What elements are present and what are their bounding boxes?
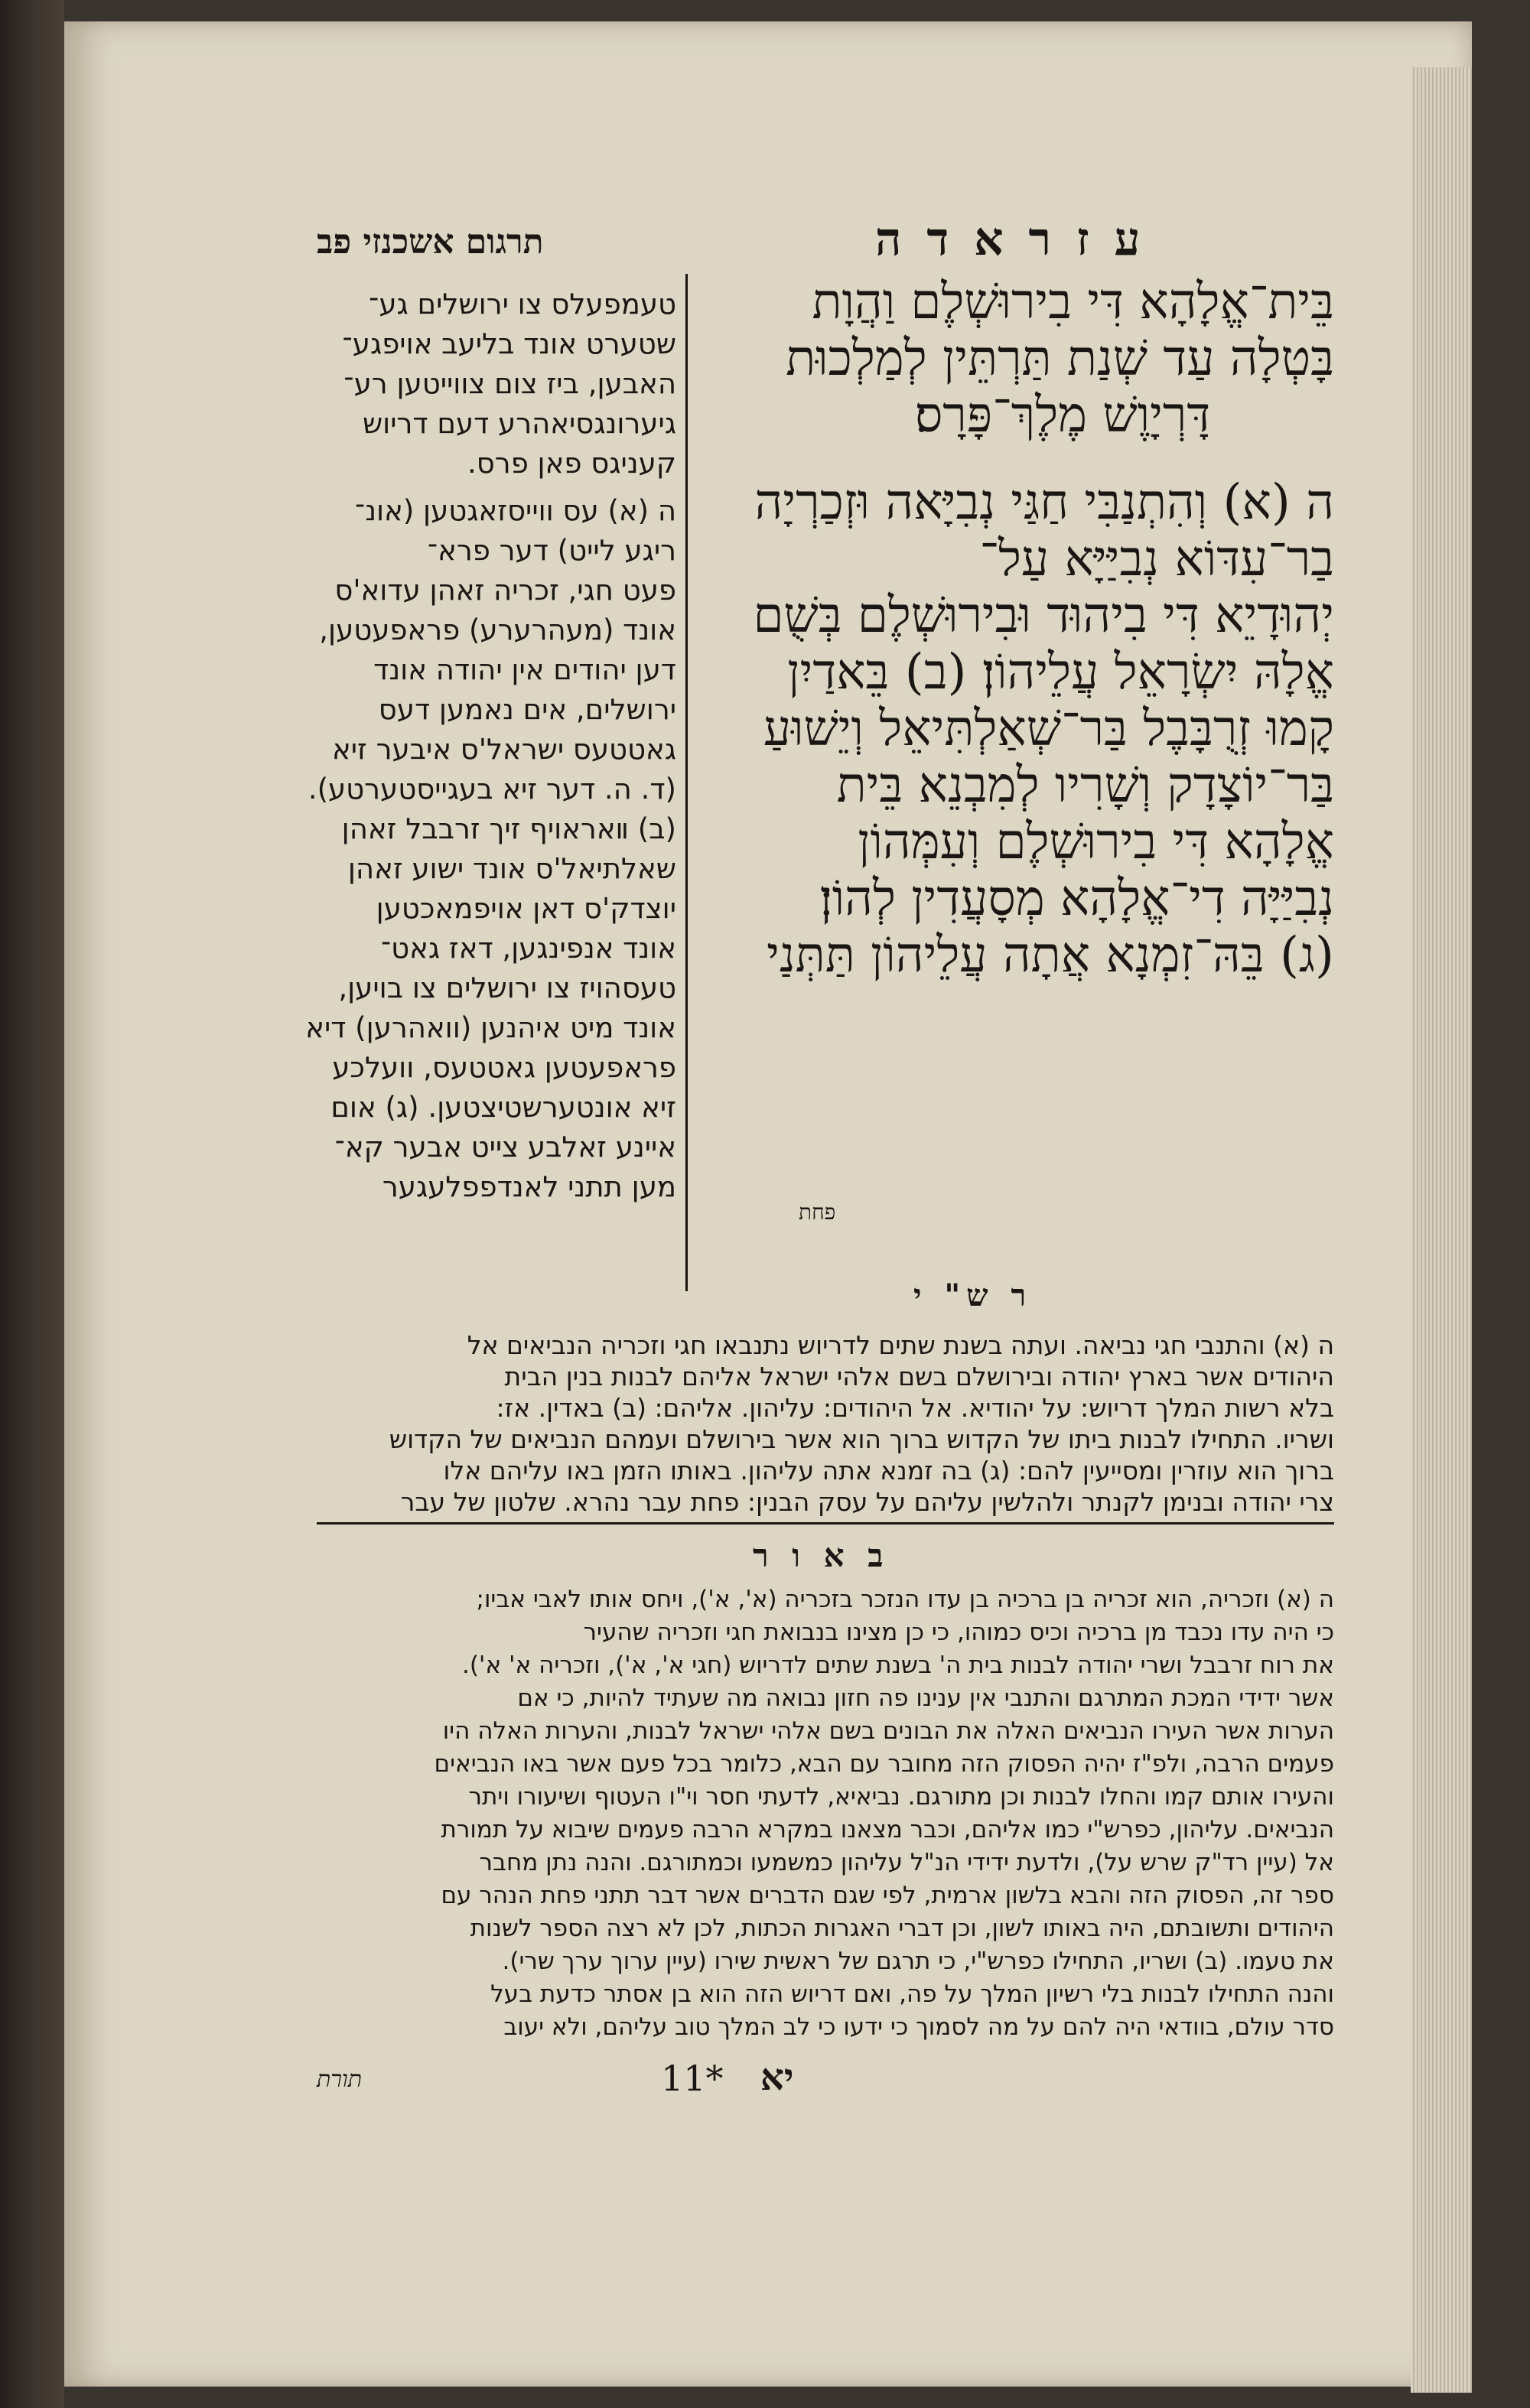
translation-header: תרגום אשכנזי פב bbox=[317, 223, 544, 262]
aramaic-line: בָּטְלָה עַד שְׁנַת תַּרְתֵּין לְמַלְכוּת bbox=[786, 330, 1334, 387]
translation-line: טעסהויז צו ירושלים צו בויען, bbox=[338, 971, 676, 1004]
translation-line: פראפעטען גאטטעס, וועלכע bbox=[332, 1051, 676, 1084]
translation-line: גאטטעס ישראל'ס איבער זיא bbox=[332, 733, 676, 766]
rashi-line: בלא רשות המלך דריוש: על יהודיא. אל היהודים: עליהון. אליהם: (ב) באדין. אז: bbox=[496, 1393, 1334, 1423]
beur-line: הנביאים. עליהון, כפרש"י כמו אליהם, וכבר מצאנו במקרא הרבה פעמים שיבוא על תמורת bbox=[441, 1816, 1334, 1843]
translation-line: מען תתני לאנדפפלעגער bbox=[382, 1170, 676, 1203]
translation-line: זיא אונטערשטיצטען. (ג) אום bbox=[330, 1091, 676, 1124]
catchword: תורת bbox=[317, 2066, 363, 2093]
aramaic-line: ה (א) וְהִתְנַבִּי חַגַּי נְבִיָּאה וּזְכַרְיָה bbox=[754, 474, 1334, 531]
aramaic-line: אֱלָהּ יִשְׂרָאֵל עֲלֵיהוֹן׃ (ב) בֵּאדַיִן bbox=[787, 644, 1334, 701]
translation-line: (ב) װאראויף זיך זרבבל זאהן bbox=[341, 812, 676, 845]
beur-line: אל (עיין רד"ק שרש על), ולדעת ידידי הנ"ל עליהון כמשמעו וכמתורגם. והנה נתן מחבר bbox=[479, 1849, 1334, 1876]
beur-line: ספר זה, הפסוק הזה והבא בלשון ארמית, לפי שגם הדברים אשר דבר תתני פחת הנהר עם bbox=[441, 1882, 1334, 1909]
aramaic-line: (ג) בֵּהּ־זִמְנָא אֲתָה עֲלֵיהוֹן תַּתְּנַי bbox=[767, 927, 1334, 984]
book-binding bbox=[0, 0, 64, 2408]
translation-line: דען יהודים אין יהודה אונד bbox=[373, 653, 676, 686]
folio-number: יא bbox=[760, 2056, 794, 2099]
beur-line: סדר עולם, בוודאי היה להם על מה לסמוך כי ידעו כי לב המלך טוב עליהם, ולא יעוב bbox=[503, 2013, 1334, 2041]
beur-commentary bbox=[309, 1583, 1334, 2044]
translation-line: ירושלים, אים נאמען דעס bbox=[378, 693, 676, 726]
rashi-line: ה (א) והתנבי חגי נביאה. ועתה בשנת שתים לדריוש נתנבאו חגי וזכריה הנביאים אל bbox=[467, 1330, 1334, 1360]
rashi-line: היהודים אשר בארץ יהודה ובירושלם בשם אלהי ישראל אליהם לבנות בנין הבית bbox=[504, 1362, 1334, 1391]
petach-marker: פחת bbox=[799, 1199, 836, 1225]
rashi-line: צרי יהודה ובנימן לקנתר ולהלשין עליהם על עסק הבנין: פחת עבר נהרא. שלטון של עבר bbox=[400, 1487, 1334, 1517]
rashi-line: ברוך הוא עוזרין ומסייעין להם: (ג) בה זמנא אתה עליהון. באותו הזמן באו עליהם אלו bbox=[443, 1456, 1334, 1485]
beur-line: כי היה עדו נכבד מן ברכיה וכיס כמוהו, כי כן מצינו בנבואת חגי וזכריה שהעיר bbox=[583, 1619, 1334, 1646]
aramaic-line: קָמוּ זְרֻבָּבֶל בַּר־שְׁאַלְתִּיאֵל וְיֵשׁוּעַ bbox=[763, 701, 1334, 757]
aramaic-line: דָּרְיָוֶשׁ מֶלֶךְ־פָּרָס׃ bbox=[914, 387, 1211, 444]
aramaic-line: בַר־עִדּוֹא נְבִיַּיָּא עַל־ bbox=[979, 531, 1334, 587]
translation-line: טעמפעלס צו ירושלים גע־ bbox=[369, 288, 676, 321]
column-divider bbox=[685, 274, 688, 1291]
aramaic-line: נְבִיַּיָּה דִי־אֱלָהָא מְסָעֲדִין לְהוֹן׃ bbox=[819, 870, 1334, 927]
translation-line: (ד. ה. דער זיא בעגייסטערטע). bbox=[308, 773, 676, 805]
translation-line: ריגע לייט) דער פרא־ bbox=[427, 534, 676, 567]
translation-line: אונד (מעהרערע) פראפעטען, bbox=[319, 613, 676, 646]
beur-line: ה (א) וזכריה, הוא זכריה בן ברכיה בן עדו הנזכר בזכריה (א', א'), ויחס אותו לאבי אביו; bbox=[476, 1586, 1334, 1613]
translation-column bbox=[305, 285, 676, 1207]
rashi-commentary bbox=[309, 1329, 1334, 1518]
aramaic-line: אֱלָהָא דִּי בִירוּשְׁלֶם וְעִמְּהוֹן bbox=[858, 814, 1334, 870]
translation-line: אונד אנפינגען, דאז גאט־ bbox=[380, 932, 676, 965]
translation-line: ה (א) עס ווייסזאגטען (אונ־ bbox=[354, 494, 676, 527]
beur-line: והנה התחילו לבנות בלי רשיון המלך על פה, ואם דריוש הזה הוא בן אסתר כדעת בעל bbox=[490, 1980, 1334, 2008]
translation-line: שטערט אונד בליעב אויפגע־ bbox=[342, 327, 676, 360]
translation-line: איינע זאלבע צייט אבער קא־ bbox=[334, 1131, 676, 1163]
aramaic-text-column bbox=[699, 274, 1334, 984]
aramaic-line: בַּר־יוֹצָדָק וְשָׁרִיו לְמִבְנֵא בֵּית bbox=[836, 757, 1334, 814]
running-title: ע ז ר א ד ה bbox=[875, 213, 1145, 266]
beur-line: את רוח זרבבל ושרי יהודה לבנות בית ה' בשנת שתים לדריוש (חגי א', א'), וזכריה א' א'). bbox=[461, 1651, 1334, 1679]
beur-line: היהודים ותשובתם, היה באותו לשון, וכן דברי האגרות הכתות, לכן לא רצה הספר לשנות bbox=[470, 1915, 1334, 1942]
translation-line: אונד מיט איהנען (וואהרען) דיא bbox=[305, 1011, 676, 1044]
translation-line: האבען, ביז צום צווייטען רע־ bbox=[343, 367, 676, 400]
translation-line: פעט חגי, זכריה זאהן עדוא'ס bbox=[334, 574, 676, 607]
book-page bbox=[64, 21, 1472, 2387]
beur-line: אשר ידידי המכת המתרגם והתנבי אין ענינו פה חזון נבואה מה שעתיד להיות, כי אם bbox=[517, 1684, 1334, 1712]
beur-line: פעמים הרבה, ולפ"ז יהיה הפסוק הזה מחובר עם הבא, כלומר בכל פעם אשר באו הנביאים bbox=[434, 1750, 1334, 1778]
rashi-heading: ר ש" י bbox=[913, 1277, 1033, 1313]
beur-line: והעירו אותם קמו והחלו לבנות וכן מתורגם. נביאיא, לדעתי חסר וי"ו העטוף ושיעורו ויתר bbox=[468, 1783, 1334, 1811]
aramaic-line: יְהוּדָיֵא דִּי בִיהוּד וּבִירוּשְׁלֶם בְּשֻׁם bbox=[753, 587, 1334, 644]
beur-line: את טעמו. (ב) ושריו, התחילו כפרש"י, כי תרגם של ראשית שירו (עיין ערוך ערך שרי). bbox=[502, 1948, 1334, 1975]
beur-line: הערות אשר העירו הנביאים האלה את הבונים בשם אלהי ישראל לבנות, והערות האלה היו bbox=[442, 1717, 1334, 1745]
section-divider bbox=[317, 1522, 1334, 1525]
aramaic-line: בֵּית־אֱלָהָא דִּי בִירוּשְׁלֶם וַהֲוָת bbox=[812, 274, 1334, 330]
translation-line: גיערונגסיאהרע דעם דריוש bbox=[362, 407, 676, 440]
signature-mark: 11* bbox=[661, 2058, 724, 2099]
rashi-line: ושריו. התחילו לבנות ביתו של הקדוש ברוך הוא אשר בירושלם ועמהם הנביאים של הקדוש bbox=[389, 1424, 1334, 1454]
beur-heading: ב א ו ר bbox=[753, 1537, 890, 1574]
translation-line: קעניגס פאן פרס. bbox=[467, 447, 676, 480]
translation-line: יוצדק'ס דאן אויפמאכטען bbox=[376, 892, 676, 925]
translation-line: שאלתיאל'ס אונד ישוע זאהן bbox=[347, 852, 676, 885]
page-edges bbox=[1411, 67, 1472, 2393]
